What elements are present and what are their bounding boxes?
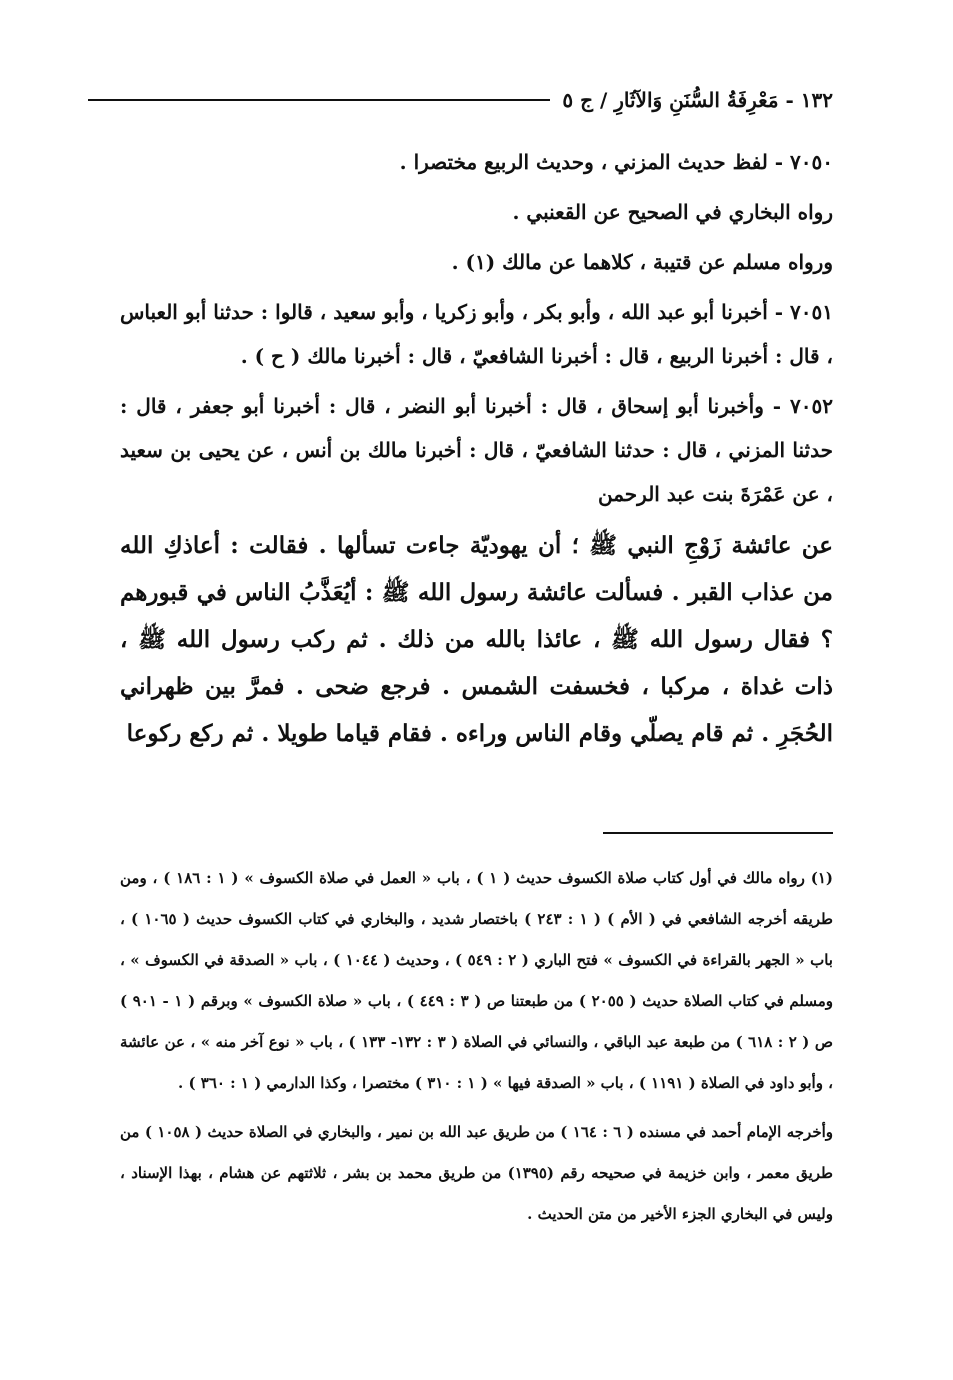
paragraph-muslim-note: ورواه مسلم عن قتيبة ، كلاهما عن مالك (١) . (451, 250, 833, 274)
paragraph-7050: ٧٠٥٠ - لفظ حديث المزني ، وحديث الربيع مختصرا . (399, 150, 833, 174)
hadith-text: عن عائشة زَوْجِ النبي ﷺ ؛ أن يهوديّة جاءت تسألها . فقالت : أعاذكِ الله من عذاب القبر . فسألت عائشة رسول الله ﷺ : أيُعَذَّبُ الناس في قبورهم ؟ فقال رسول الله ﷺ ، عائذا بالله من ذلك . ثم ركب رسول الله ﷺ ، ذات غداة ، مركبا ، فخسفت الشمس . فرجع ضحى . فمرَّ بين ظهراني الحُجَرِ . ثم قام يصلّي وقام الناس وراءه . فقام قياما طويلا . ثم ركع ركوعا (120, 532, 833, 747)
footnote-1: (١) رواه مالك في أول كتاب صلاة الكسوف حديث ( ١ ) ، باب « العمل في صلاة الكسوف » ( ١ : ١٨٦ ) ، ومن طريقه أخرجه الشافعي في ( الأم ) ( ١ : ٢٤٣ ) باختصار شديد ، والبخاري في كتاب الكسوف حديث ( ١٠٦٥ ) ، باب « الجهر بالقراءة في الكسوف » فتح الباري ( ٢ : ٥٤٩ ) ، وحديث ( ١٠٤٤ ) ، باب « الصدقة في الكسوف » ، ومسلم في كتاب الصلاة حديث ( ٢٠٥٥ ) من طبعتنا ص ( ٣ : ٤٤٩ ) ، باب « صلاة الكسوف » وبرقم ( ١ - ٩٠١ ) ص ( ٢ : ٦١٨ ) من طبعة عبد الباقي ، والنسائي في الصلاة ( ٣ : ١٣٢- ١٣٣ ) ، باب « نوع آخر منه » ، عن عائشة ، وأبو داود في الصلاة ( ١١٩١ ) ، باب « الصدقة فيها » ( ١ : ٣١٠ ) مختصرا ، وكذا الدارمي ( ١ : ٣٦٠ ) . (120, 869, 833, 1092)
main-text (120, 140, 833, 763)
page-header (88, 80, 833, 120)
paragraph-7052: ٧٠٥٢ - وأخبرنا أبو إسحاق ، قال : أخبرنا أبو النضر ، قال : أخبرنا أبو جعفر ، قال : حدثنا المزني ، قال : حدثنا الشافعيّ ، قال : أخبرنا مالك بن أنس ، عن يحيى بن سعيد ، عن عَمْرَةَ بنت عبد الرحمن (120, 394, 833, 506)
header-rule (88, 99, 550, 101)
running-header-title: ١٣٢ - مَعْرِفَةُ السُّنَنِ وَالآثَارِ / ج ٥ (562, 88, 833, 112)
footnote-1-continued: وأخرجه الإمام أحمد في مسنده ( ٦ : ١٦٤ ) من طريق عبد الله بن نمير ، والبخاري في الصلاة حديث ( ١٠٥٨ ) من طريق معمر ، وابن خزيمة في صحيحه رقم (١٣٩٥) من طريق محمد بن بشر ، ثلاثتهم عن هشام ، بهذا الإسناد ، وليس في البخاري الجزء الأخير من متن الحديث . (120, 1123, 834, 1223)
footnote-separator (603, 832, 833, 834)
footnotes (120, 858, 833, 1243)
paragraph-bukhari-note: رواه البخاري في الصحيح عن القعنبي . (512, 200, 833, 224)
paragraph-7051: ٧٠٥١ - أخبرنا أبو عبد الله ، وأبو بكر ، وأبو زكريا ، وأبو سعيد ، قالوا : حدثنا أبو العباس ، قال : أخبرنا الربيع ، قال : أخبرنا الشافعيّ ، قال : أخبرنا مالك ( ح ) . (120, 300, 833, 368)
